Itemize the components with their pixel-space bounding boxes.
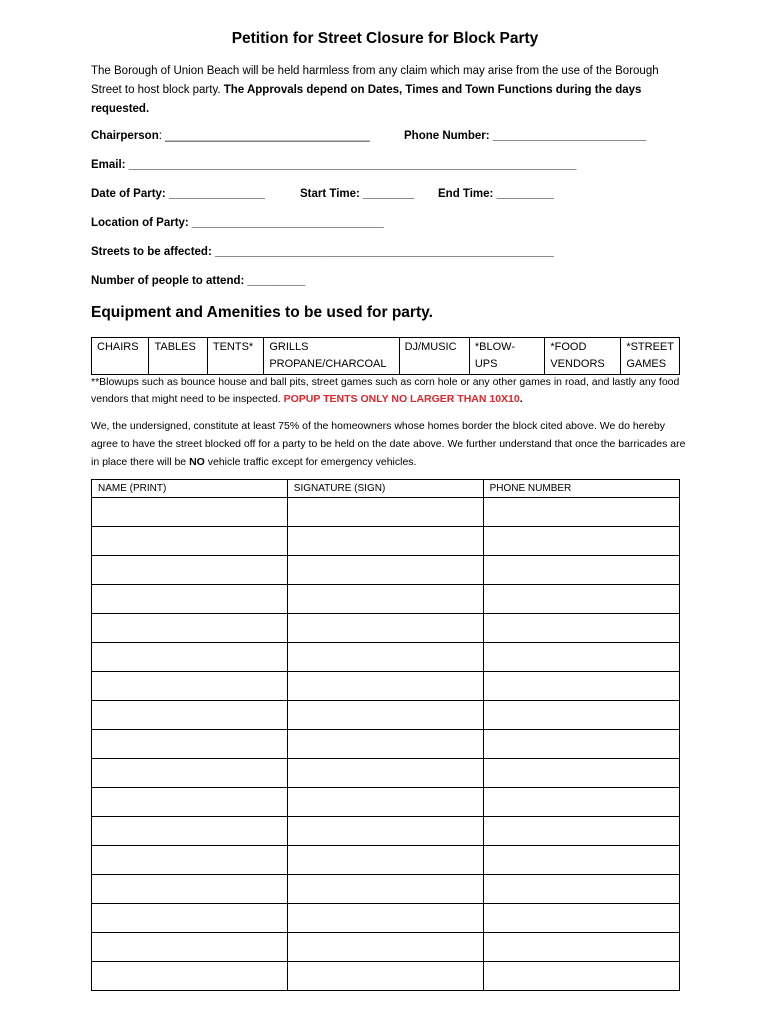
end-time-field[interactable]: End Time: _________ — [438, 188, 555, 200]
name-cell[interactable] — [92, 614, 288, 643]
equipment-heading: Equipment and Amenities to be used for party. — [91, 304, 433, 321]
equipment-label-2: PROPANE/CHARCOAL — [269, 358, 387, 370]
table-row — [92, 875, 680, 904]
equipment-cell-blowups[interactable] — [469, 338, 545, 375]
tent-size-warning: POPUP TENTS ONLY NO LARGER THAN 10X10 — [283, 393, 520, 405]
equipment-table — [91, 337, 680, 375]
signature-cell[interactable] — [287, 962, 483, 991]
phone-cell[interactable] — [483, 817, 679, 846]
name-cell[interactable] — [92, 817, 288, 846]
name-cell[interactable] — [92, 730, 288, 759]
table-row — [92, 846, 680, 875]
equipment-label-2: GAMES — [626, 358, 667, 370]
chairperson-field[interactable]: : ________________________________ — [158, 130, 370, 142]
phone-cell[interactable] — [483, 614, 679, 643]
signature-cell[interactable] — [287, 788, 483, 817]
email-field[interactable]: Email: ______________________________________________________________________ — [91, 159, 577, 171]
page-title: Petition for Street Closure for Block Party — [231, 30, 539, 47]
phone-cell[interactable] — [483, 643, 679, 672]
intro-text: The Borough of Union Beach will be held harmless from any claim which may arise from the use of the Borough Street to host block party. — [91, 65, 659, 96]
table-row — [92, 701, 680, 730]
phone-cell[interactable] — [483, 498, 679, 527]
name-cell[interactable] — [92, 672, 288, 701]
people-count-field[interactable]: Number of people to attend: _________ — [91, 275, 306, 287]
name-cell[interactable] — [92, 527, 288, 556]
phone-cell[interactable] — [483, 788, 679, 817]
table-row — [92, 759, 680, 788]
signature-cell[interactable] — [287, 904, 483, 933]
intro-paragraph — [91, 62, 691, 119]
phone-cell[interactable] — [483, 759, 679, 788]
column-header-phone: PHONE NUMBER — [483, 480, 679, 498]
equipment-cell-dj-music[interactable] — [399, 338, 469, 375]
chairperson-row[interactable] — [91, 130, 370, 142]
phone-cell[interactable] — [483, 904, 679, 933]
table-row — [92, 527, 680, 556]
declaration-bold: NO — [189, 456, 205, 468]
phone-cell[interactable] — [483, 556, 679, 585]
equipment-label: GRILLS — [269, 341, 309, 353]
phone-cell[interactable] — [483, 962, 679, 991]
equipment-cell-grills[interactable] — [264, 338, 399, 375]
name-cell[interactable] — [92, 585, 288, 614]
signature-cell[interactable] — [287, 933, 483, 962]
column-header-name: NAME (PRINT) — [92, 480, 288, 498]
equipment-label-2: UPS — [474, 358, 498, 370]
declaration-text-2: vehicle traffic except for emergency vehicles. — [204, 456, 417, 468]
start-time-field[interactable]: Start Time: ________ — [300, 188, 415, 200]
equipment-row — [92, 338, 680, 375]
name-cell[interactable] — [92, 788, 288, 817]
date-field[interactable]: Date of Party: _______________ — [91, 188, 265, 200]
table-row — [92, 643, 680, 672]
phone-cell[interactable] — [483, 527, 679, 556]
location-field[interactable]: Location of Party: ______________________________ — [91, 217, 384, 229]
name-cell[interactable] — [92, 846, 288, 875]
phone-cell[interactable] — [483, 701, 679, 730]
name-cell[interactable] — [92, 759, 288, 788]
name-cell[interactable] — [92, 933, 288, 962]
name-cell[interactable] — [92, 498, 288, 527]
name-cell[interactable] — [92, 904, 288, 933]
phone-cell[interactable] — [483, 585, 679, 614]
signature-cell[interactable] — [287, 672, 483, 701]
equipment-cell-street-games[interactable] — [621, 338, 680, 375]
equipment-label: *BLOW- — [474, 341, 515, 353]
phone-field[interactable]: Phone Number: ________________________ — [404, 130, 647, 142]
name-cell[interactable] — [92, 556, 288, 585]
name-cell[interactable] — [92, 962, 288, 991]
equipment-cell-food-vendors[interactable] — [545, 338, 621, 375]
signature-cell[interactable] — [287, 759, 483, 788]
phone-cell[interactable] — [483, 933, 679, 962]
signature-cell[interactable] — [287, 614, 483, 643]
signature-cell[interactable] — [287, 556, 483, 585]
signature-cell[interactable] — [287, 701, 483, 730]
phone-cell[interactable] — [483, 730, 679, 759]
signature-cell[interactable] — [287, 585, 483, 614]
intro-bold-text: The Approvals depend on Dates, Times and Town Functions during the days requested. — [91, 84, 642, 115]
table-row — [92, 556, 680, 585]
name-cell[interactable] — [92, 643, 288, 672]
table-row — [92, 730, 680, 759]
signature-cell[interactable] — [287, 730, 483, 759]
table-row — [92, 817, 680, 846]
note-text: **Blowups such as bounce house and ball pits, street games such as corn hole or any other games in road, and lastly any food vendors that might need to be inspected. — [91, 376, 680, 405]
table-row — [92, 672, 680, 701]
table-row — [92, 614, 680, 643]
table-row — [92, 933, 680, 962]
streets-field[interactable]: Streets to be affected: _____________________________________________________ — [91, 246, 554, 258]
signature-table — [91, 479, 680, 991]
signature-cell[interactable] — [287, 817, 483, 846]
signature-rows — [92, 498, 680, 991]
chairperson-label: Chairperson — [91, 130, 159, 142]
equipment-label: *STREET — [626, 341, 674, 353]
phone-cell[interactable] — [483, 672, 679, 701]
equipment-label: TENTS* — [212, 341, 254, 353]
table-row — [92, 788, 680, 817]
declaration-paragraph — [91, 417, 691, 471]
table-row — [92, 904, 680, 933]
equipment-label: CHAIRS — [97, 341, 139, 353]
equipment-label: *FOOD — [550, 341, 587, 353]
signature-cell[interactable] — [287, 846, 483, 875]
table-row — [92, 962, 680, 991]
equipment-label: DJ/MUSIC — [404, 341, 457, 353]
signature-cell[interactable] — [287, 875, 483, 904]
declaration-text-1: We, the undersigned, constitute at least 75% of the homeowners whose homes border the block cited above. We do hereby agree to have the street blocked off for a party to be held on the date above. We further understand that once the barricades are in place there will be — [91, 420, 686, 468]
name-cell[interactable] — [92, 875, 288, 904]
table-row — [92, 585, 680, 614]
signature-cell[interactable] — [287, 527, 483, 556]
equipment-label: TABLES — [154, 341, 196, 353]
equipment-cell-tents[interactable] — [207, 338, 263, 375]
column-header-signature: SIGNATURE (SIGN) — [287, 480, 483, 498]
signature-header-row — [92, 480, 680, 498]
phone-cell[interactable] — [483, 846, 679, 875]
equipment-cell-chairs[interactable] — [92, 338, 149, 375]
signature-cell[interactable] — [287, 498, 483, 527]
note-end: . — [519, 393, 523, 405]
equipment-note — [91, 374, 691, 408]
equipment-label-2: VENDORS — [550, 358, 605, 370]
table-row — [92, 498, 680, 527]
name-cell[interactable] — [92, 701, 288, 730]
signature-cell[interactable] — [287, 643, 483, 672]
phone-cell[interactable] — [483, 875, 679, 904]
equipment-cell-tables[interactable] — [149, 338, 207, 375]
